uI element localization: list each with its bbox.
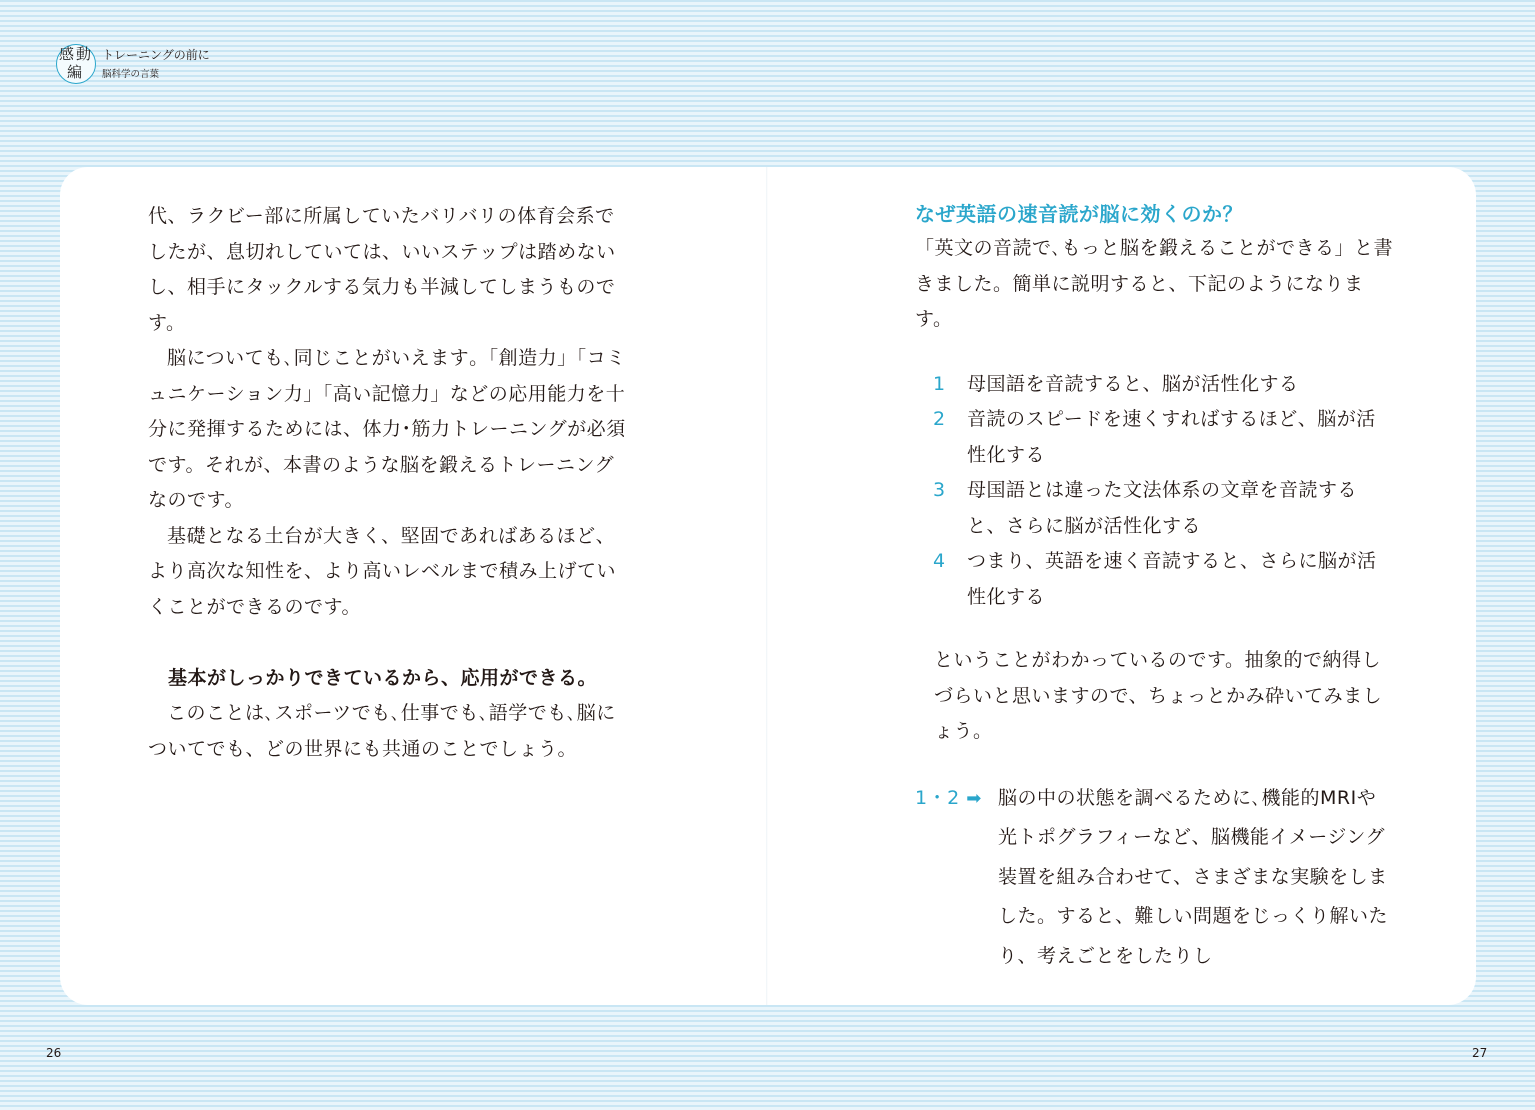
list-number: 2 — [933, 408, 946, 430]
list-number: 4 — [933, 550, 946, 572]
list-number: 1 — [933, 372, 946, 395]
detail-text: 脳の中の状態を調べるために､機能的MRIや光トポグラフィーなど、脳機能イメージング装置を組み合わせて、さまざまな実験をしました。すると、難しい問題をじっくり解いたり、考えごとをしたりし — [998, 786, 1389, 967]
badge-char-3: 編 — [67, 63, 83, 81]
list-item — [915, 544, 1395, 615]
badge-char-2: 動 — [76, 45, 92, 63]
list-text: 母国語を音読すると、脳が活性化する — [967, 372, 1299, 395]
left-paragraph-1: 代、ラクビー部に所属していたバリバリの体育会系でしたが、息切れしていては、いいステップは踏めないし、相手にタックルする気力も半減してしまうものです。 — [148, 205, 616, 334]
list-text: 音読のスピードを速くすればするほど、脳が活性化する — [967, 408, 1376, 466]
badge-char-1: 感 — [59, 45, 75, 63]
left-paragraph-4: このことは､スポーツでも､仕事でも､語学でも､脳についてでも、どの世界にも共通のことでしょう。 — [148, 702, 616, 760]
chapter-subtitle: 脳科学の言葉 — [102, 69, 160, 80]
list-item — [915, 402, 1395, 473]
list-item — [915, 473, 1395, 544]
page-fold-divider — [766, 167, 768, 1005]
arrow-right-icon: ➡ — [966, 787, 982, 809]
right-page-body — [915, 197, 1395, 976]
left-page-body — [148, 199, 628, 767]
detail-label-text: 1・2 — [915, 786, 960, 809]
blank-line — [148, 625, 628, 661]
list-item — [915, 367, 1395, 403]
section-heading: なぜ英語の速音読が脳に効くのか？ — [915, 202, 1243, 226]
detail-block — [915, 779, 1395, 977]
numbered-list — [915, 367, 1395, 616]
page-number-left: 26 — [46, 1046, 62, 1060]
chapter-badge — [56, 44, 96, 84]
page-spread — [60, 167, 1476, 1005]
left-paragraph-3: 基礎となる土台が大きく、堅固であればあるほど、より高次な知性を、より高いレベルまで積み上げていくことができるのです。 — [148, 524, 617, 618]
detail-label — [915, 779, 982, 819]
page-number-right: 27 — [1472, 1046, 1488, 1060]
emphasis-line: 基本がしっかりできているから、応用ができる。 — [168, 666, 598, 689]
chapter-title: トレーニングの前に — [102, 48, 210, 62]
summary-paragraph: ということがわかっているのです。抽象的で納得しづらいと思いますので、ちょっとかみ砕いてみましょう。 — [934, 649, 1383, 742]
left-paragraph-2: 脳についても､同じことがいえます｡「創造力」「コミュニケーション力」「高い記憶力」などの応用能力を十分に発揮するためには、体力･筋力トレーニングが必須です。それが、本書のような脳を鍛えるトレーニングなのです。 — [148, 347, 626, 511]
intro-paragraph: 「英文の音読で､もっと脳を鍛えることができる」と書きました。簡単に説明すると、下記のようになります。 — [915, 237, 1394, 330]
list-number: 3 — [933, 479, 946, 501]
list-text: つまり、英語を速く音読すると、さらに脳が活性化する — [967, 550, 1377, 608]
list-text: 母国語とは違った文法体系の文章を音読すると、さらに脳が活性化する — [967, 479, 1358, 537]
